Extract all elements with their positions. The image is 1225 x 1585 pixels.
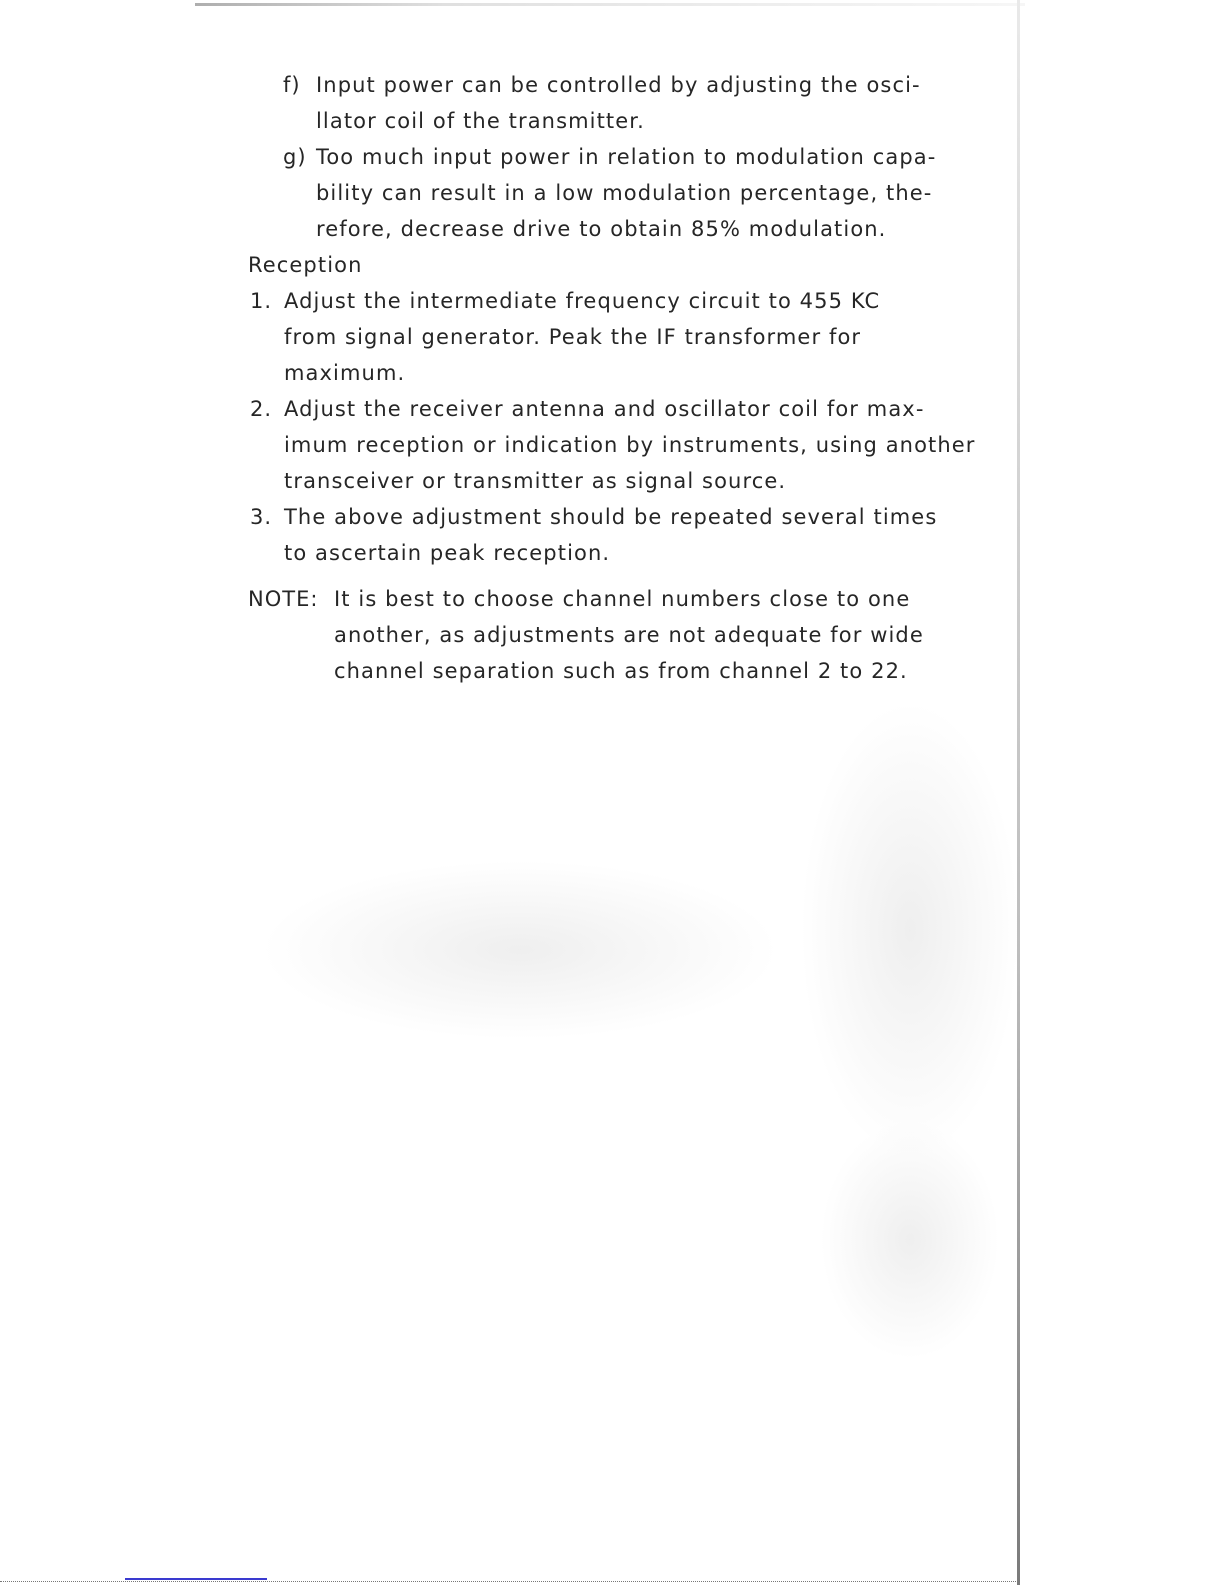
note-label: NOTE: bbox=[248, 587, 319, 611]
scan-smudge bbox=[260, 860, 780, 1040]
item-f-line-2: llator coil of the transmitter. bbox=[316, 109, 645, 133]
scan-edge-top bbox=[195, 3, 1025, 6]
item-g-line-3: refore, decrease drive to obtain 85% modulation. bbox=[316, 217, 887, 241]
step-1-line-1: Adjust the intermediate frequency circuit to 455 KC bbox=[284, 289, 881, 313]
item-marker-g: g) bbox=[283, 145, 307, 169]
section-heading-reception: Reception bbox=[248, 253, 363, 277]
step-1-line-3: maximum. bbox=[284, 361, 406, 385]
item-marker-f: f) bbox=[283, 73, 301, 97]
scan-smudge bbox=[820, 1120, 1000, 1360]
step-marker-3: 3. bbox=[250, 505, 273, 529]
scan-smudge bbox=[800, 700, 1020, 1160]
step-3-line-1: The above adjustment should be repeated several times bbox=[284, 505, 938, 529]
scan-edge-bottom bbox=[0, 1581, 1020, 1583]
step-1-line-2: from signal generator. Peak the IF transformer for bbox=[284, 325, 862, 349]
scan-edge-bottom-mark bbox=[125, 1578, 267, 1580]
step-2-line-1: Adjust the receiver antenna and oscillator coil for max- bbox=[284, 397, 925, 421]
step-2-line-2: imum reception or indication by instruments, using another bbox=[284, 433, 976, 457]
item-g-line-1: Too much input power in relation to modulation capa- bbox=[316, 145, 937, 169]
step-marker-2: 2. bbox=[250, 397, 273, 421]
scan-edge-right bbox=[1017, 0, 1020, 1585]
note-line-3: channel separation such as from channel 2 to 22. bbox=[334, 659, 908, 683]
item-f-line-1: Input power can be controlled by adjusting the osci- bbox=[316, 73, 921, 97]
note-line-1: It is best to choose channel numbers close to one bbox=[334, 587, 911, 611]
step-marker-1: 1. bbox=[250, 289, 273, 313]
step-2-line-3: transceiver or transmitter as signal source. bbox=[284, 469, 787, 493]
step-3-line-2: to ascertain peak reception. bbox=[284, 541, 611, 565]
item-g-line-2: bility can result in a low modulation percentage, the- bbox=[316, 181, 933, 205]
note-line-2: another, as adjustments are not adequate for wide bbox=[334, 623, 924, 647]
